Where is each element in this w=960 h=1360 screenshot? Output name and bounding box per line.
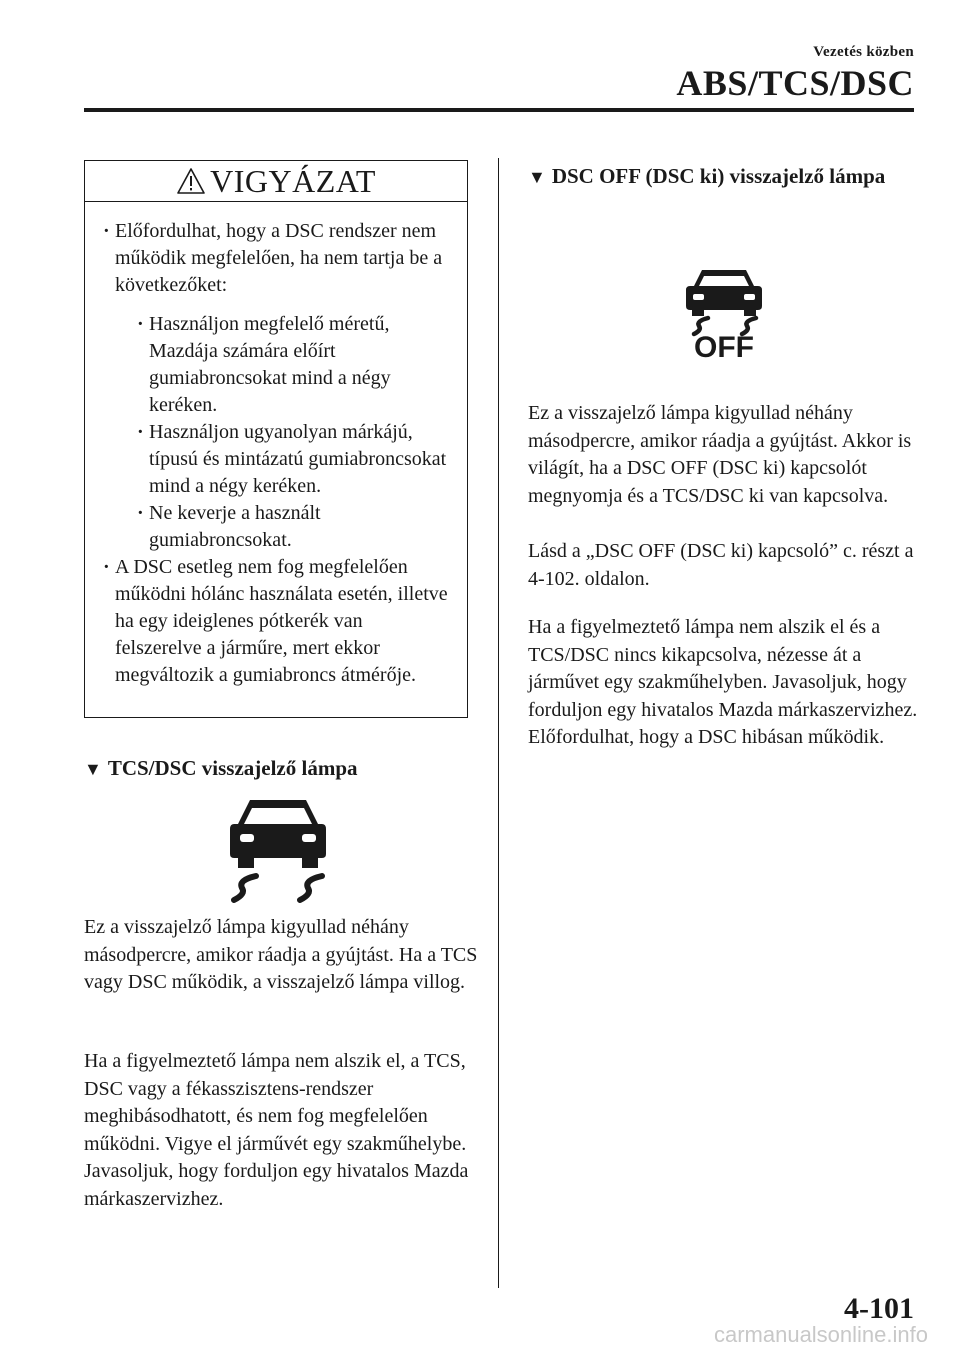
dsc-off-icon-text: OFF xyxy=(694,331,754,360)
caution-subbullet: · Ne keverje a használt gumiabroncsokat. xyxy=(135,500,451,554)
caution-header xyxy=(85,161,467,202)
caution-subbullet: · Használjon megfelelő méretű, Mazdája számára előírt gumiabroncsokat mind a négy keréken. xyxy=(135,311,451,419)
column-divider xyxy=(498,158,499,1288)
header-section: Vezetés közben xyxy=(813,44,914,60)
caution-bullet-text: Előfordulhat, hogy a DSC rendszer nem működik megfelelően, ha nem tartja be a következőket: xyxy=(115,220,443,296)
triangle-down-icon: ▼ xyxy=(528,167,546,187)
caution-box xyxy=(84,160,468,718)
page-title: ABS/TCS/DSC xyxy=(676,63,914,103)
tcs-paragraph-2: Ha a figyelmeztető lámpa nem alszik el, a TCS, DSC vagy a fékasszisztens-rendszer meghibásodhatott, és nem fog megfelelően működni. Vigye el járművét egy szakműhelybe. Javasoljuk, hogy forduljon egy hivatalos Mazda márkaszervizhez. xyxy=(84,1050,469,1210)
dsc-off-paragraph-1b: Lásd a „DSC OFF (DSC ki) kapcsoló” c. részt a 4-102. oldalon. xyxy=(528,540,914,590)
tcs-car-skid-icon xyxy=(226,792,330,904)
tcs-heading-text: TCS/DSC visszajelző lámpa xyxy=(107,756,358,780)
caution-subbullet: · Használjon ugyanolyan márkájú, típusú és mintázatú gumiabroncsokat mind a négy keréken. xyxy=(135,419,451,500)
tcs-heading xyxy=(84,754,484,783)
caution-title: VIGYÁZAT xyxy=(210,162,376,199)
caution-bullet xyxy=(101,218,451,554)
page-number: 4-101 xyxy=(844,1292,914,1325)
tcs-paragraph-1: Ez a visszajelző lámpa kigyullad néhány másodpercre, amikor ráadja a gyújtást. Ha a TCS vagy DSC működik, a visszajelző lámpa villog. xyxy=(84,916,478,993)
dsc-off-heading-text: DSC OFF (DSC ki) visszajelző lámpa xyxy=(551,164,886,188)
warning-triangle-icon xyxy=(176,167,206,195)
caution-bullet: · A DSC esetleg nem fog megfelelően működni hólánc használata esetén, illetve ha egy ideiglenes pótkerék van felszerelve a járműre, mert ekkor megváltozik a gumiabroncs átmérője. xyxy=(101,554,451,689)
dsc-off-paragraph-2: Ha a figyelmeztető lámpa nem alszik el és a TCS/DSC nincs kikapcsolva, nézesse át a járművet egy szakműhelyben. Javasoljuk, hogy forduljon egy hivatalos Mazda márkaszervizhez. Előfordulhat, hogy a DSC hibásan működik. xyxy=(528,616,918,748)
caution-body xyxy=(85,202,467,689)
watermark: carmanualsonline.info xyxy=(713,1322,928,1347)
triangle-down-icon: ▼ xyxy=(84,759,102,779)
dsc-off-heading xyxy=(528,162,888,191)
dsc-off-icon xyxy=(672,266,776,360)
caution-sublist xyxy=(115,311,451,554)
header-rule xyxy=(84,108,914,112)
dsc-off-paragraph-1: Ez a visszajelző lámpa kigyullad néhány másodpercre, amikor ráadja a gyújtást. Akkor is világít, ha a DSC OFF (DSC ki) kapcsolót megnyomja és a TCS/DSC ki van kapcsolva. xyxy=(528,402,912,507)
